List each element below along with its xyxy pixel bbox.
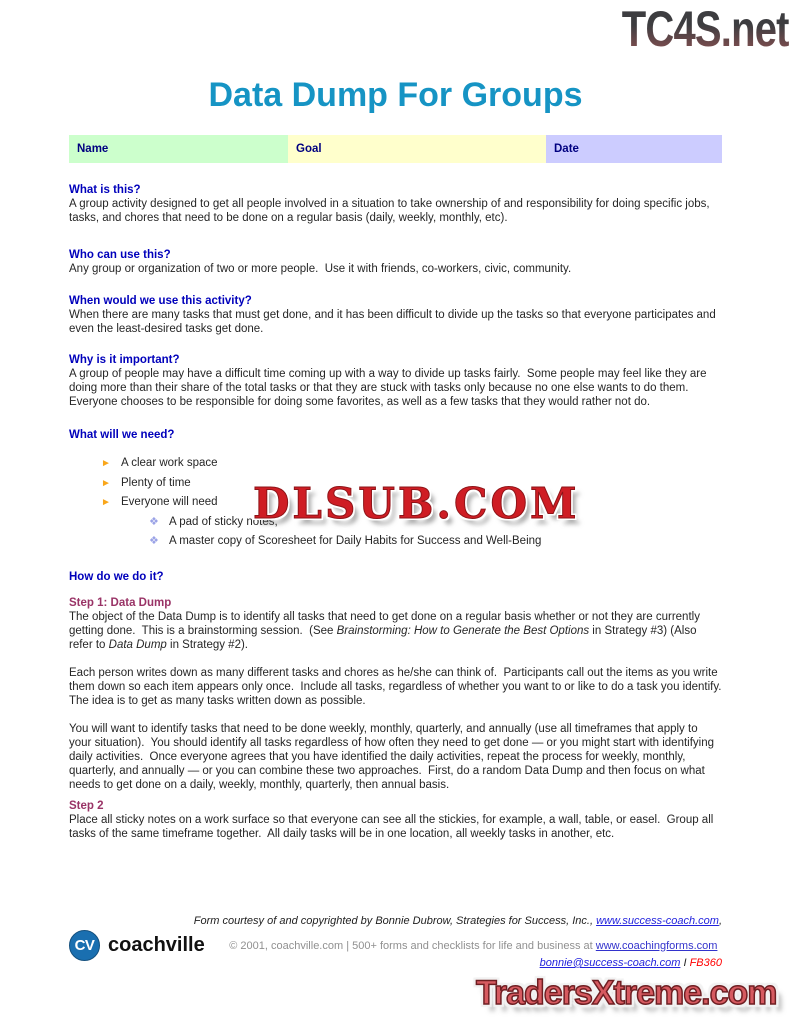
paragraph: Each person writes down as many different tasks and chores as he/she can think of. Participants call out the items as you write them down so each item appears only once. Include all tasks, regardless of whether you want to or like to do a task you identify. The idea is to get as many tasks written down as possible. xyxy=(69,666,728,707)
italic-reference: Data Dump xyxy=(108,638,167,651)
diamond-bullet-icon: ❖ xyxy=(149,516,159,529)
name-field[interactable] xyxy=(69,135,288,163)
copyright-line xyxy=(205,940,722,952)
section-how-do-we-do-it xyxy=(69,570,722,584)
paragraph: Place all sticky notes on a work surface so that everyone can see all the stickies, for example, a wall, table, or easel. Group all tasks of the same timeframe together. All daily tasks will be in one location, all weekly tasks in another, etc. xyxy=(69,813,717,840)
list-item-label: Everyone will need xyxy=(121,496,218,509)
coachingforms-link[interactable]: www.coachingforms.com xyxy=(595,939,718,952)
step-label: Step 1: Data Dump xyxy=(69,596,172,609)
section-heading: What will we need? xyxy=(69,429,175,441)
tradersxtreme-watermark-logo: TradersXtreme.com xyxy=(476,974,777,1012)
text-run: The object of the Data Dump is to identify all tasks that need to get done on a regular basis whether or not they are currently getting done. This is a brainstorming session. (See xyxy=(69,610,704,637)
goal-field-label: Goal xyxy=(296,143,322,155)
step-label: Step 2 xyxy=(69,799,104,812)
list-item-label: A clear work space xyxy=(121,457,218,469)
success-coach-link[interactable]: www.success-coach.com xyxy=(596,915,719,927)
section-body: A group activity designed to get all people involved in a situation to take ownership of and responsibility for doing specific jobs, tasks, and chores that need to be done on a regular basis (daily, weekly, monthly, etc). xyxy=(69,198,713,224)
text-run: I xyxy=(680,957,690,969)
section-heading: Who can use this? xyxy=(69,249,171,261)
sub-list-item-label: A master copy of Scoresheet for Daily Habits for Success and Well-Being xyxy=(169,534,542,547)
italic-reference: Brainstorming: How to Generate the Best Options xyxy=(336,624,590,637)
goal-field[interactable] xyxy=(288,135,546,163)
section-heading: When would we use this activity? xyxy=(69,295,252,307)
tc4s-watermark-logo: TC4S.net xyxy=(622,1,789,57)
triangle-bullet-icon: ► xyxy=(101,458,111,469)
step-1 xyxy=(69,596,728,792)
paragraph: You will want to identify tasks that need to be done weekly, monthly, quarterly, and annually (use all timeframes that apply to your situation). You should identify all tasks regardless of how often they need to get done — or you might start with identifying daily activities. Once everyone agrees that you have identified the daily activities, repeat the process for weekly, monthly, quarterly, and annually — or you can combine these two approaches. First, do a random Data Dump and then focus on what needs to get done on a daily, weekly, monthly, quarterly, then annual basis. xyxy=(69,722,718,791)
section-body: When there are many tasks that must get done, and it has been difficult to divide up the tasks so that everyone participates and even the least-desired tasks get done. xyxy=(69,309,719,335)
date-field-label: Date xyxy=(554,143,579,155)
section-heading: How do we do it? xyxy=(69,570,164,583)
sub-list-item-label: A pad of sticky notes, xyxy=(169,516,278,529)
section-when-to-use xyxy=(69,294,722,336)
text-run: , xyxy=(718,915,722,927)
text-run: in Strategy #3) (Also refer to xyxy=(69,624,700,651)
triangle-bullet-icon: ► xyxy=(101,477,111,489)
section-what-is-this xyxy=(69,183,722,225)
cv-logo-icon: CV xyxy=(69,930,100,961)
triangle-bullet-icon: ► xyxy=(101,497,111,509)
section-body: Any group or organization of two or more people. Use it with friends, co-workers, civic, community. xyxy=(69,263,572,275)
coachville-logo xyxy=(69,930,205,961)
sub-list-item xyxy=(69,532,722,551)
text-run: in Strategy #2). xyxy=(166,638,248,651)
section-who-can-use xyxy=(69,248,722,276)
page-title: Data Dump For Groups xyxy=(208,76,583,114)
form-header-table xyxy=(69,135,722,163)
coachville-wordmark: coachville xyxy=(108,934,205,956)
form-code: FB360 xyxy=(689,957,722,969)
name-field-label: Name xyxy=(77,143,109,155)
section-heading: What is this? xyxy=(69,184,141,196)
list-item xyxy=(69,454,722,474)
email-link[interactable]: bonnie@success-coach.com xyxy=(539,957,681,969)
diamond-bullet-icon: ❖ xyxy=(149,534,159,547)
step-2 xyxy=(69,799,722,841)
section-body: A group of people may have a difficult time coming up with a way to divide up tasks fairly. Some people may feel like they are doing more than their share of the total tasks or that they are stuck with tasks only because no one else wants to do them. Everyone chooses to be responsible for doing some favorites, as well as a few tasks that they would rather not do. xyxy=(69,368,710,408)
date-field[interactable] xyxy=(546,135,722,163)
credit-line-1 xyxy=(69,914,722,928)
paragraph xyxy=(69,610,722,652)
text-run: Form courtesy of and copyrighted by Bonnie Dubrow, Strategies for Success, Inc., xyxy=(193,915,597,927)
bottom-bar xyxy=(69,930,722,961)
section-why-important xyxy=(69,353,722,409)
dlsub-watermark-logo: DLSUB.COM xyxy=(253,479,580,528)
text-run: © 2001, coachville.com | 500+ forms and checklists for life and business at xyxy=(229,939,596,952)
list-item-label: Plenty of time xyxy=(121,476,191,489)
section-heading: Why is it important? xyxy=(69,354,180,366)
